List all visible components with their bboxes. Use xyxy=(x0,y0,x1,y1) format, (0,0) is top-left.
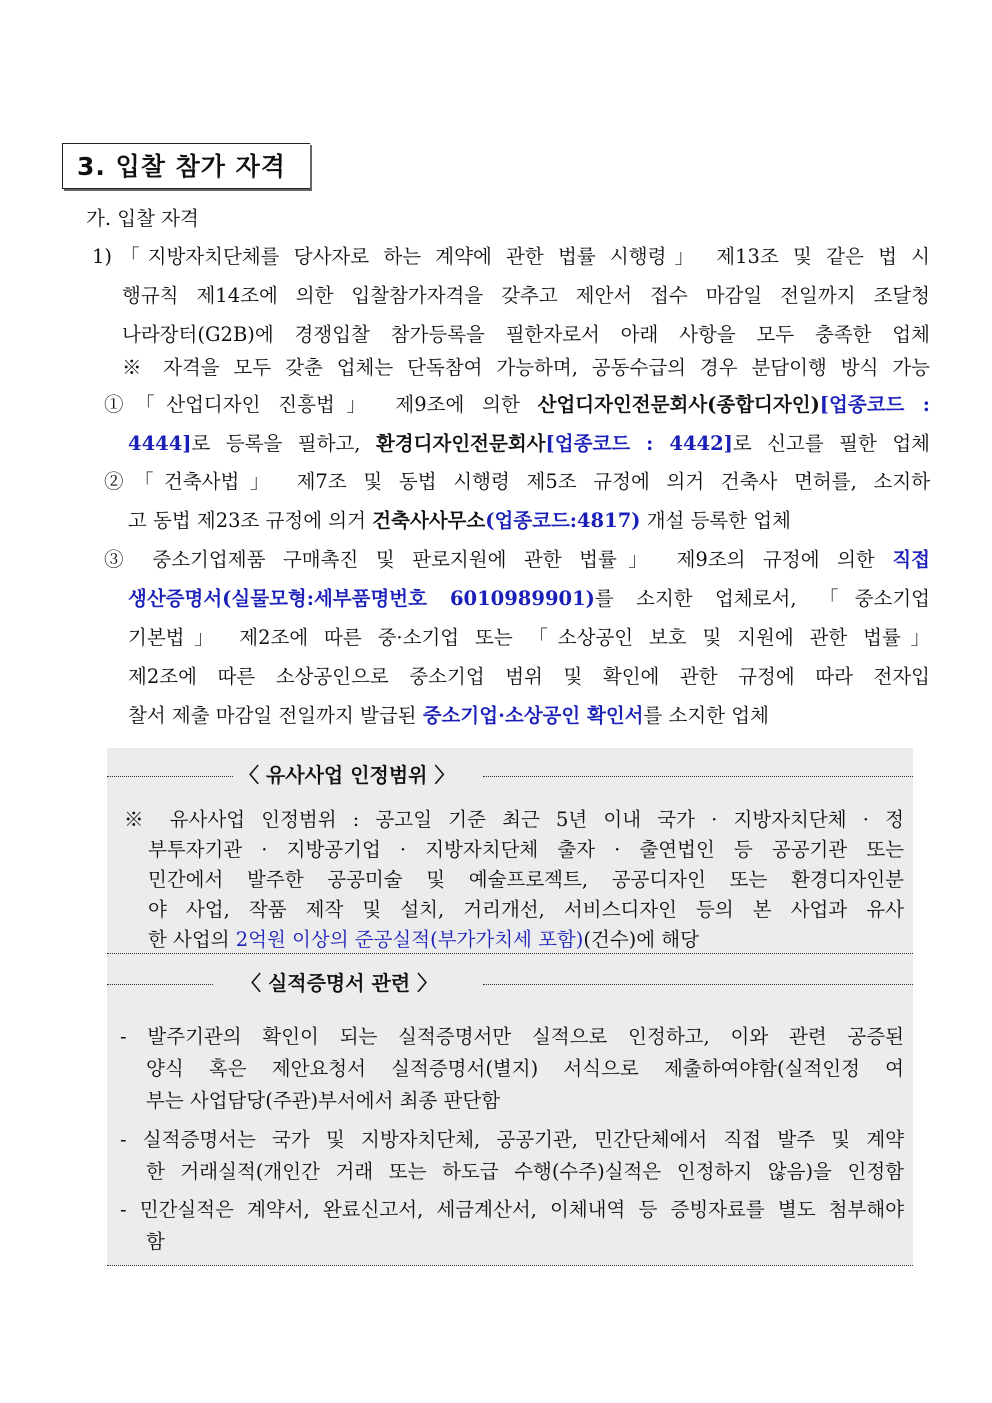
c1-text-e: 로 등록을 필하고, xyxy=(191,432,376,455)
box2-heading-text: 〈 실적증명서 관련 〉 xyxy=(241,971,438,995)
box2-bullet1-line1: - 발주기관의 확인이 되는 실적증명서만 실적으로 인정하고, 이와 관련 공증된 xyxy=(120,1025,904,1048)
box1-amount: 2억원 이상의 준공실적(부가가치세 포함) xyxy=(235,928,584,951)
box2-bullet2-line2: 한 거래실적(개인간 거래 또는 하도급 수행(수주)실적은 인정하지 않음)을 인정함 xyxy=(146,1160,904,1183)
c2-code: (업종코드:4817) xyxy=(485,509,641,532)
subsection-title: 가. 입찰 자격 xyxy=(86,207,199,230)
box1-heading-text: 〈 유사사업 인정범위 〉 xyxy=(239,763,455,787)
box1-line2: 부투자기관 · 지방공기업 · 지방자치단체 출자 · 출연법인 등 공공기관 또는 xyxy=(148,838,904,861)
c1-text-h: 로 신고를 필한 업체 xyxy=(732,432,931,455)
c3-direct: 직접 xyxy=(892,548,930,571)
c2-line1: ②「건축사법」 제7조 및 동법 시행령 제5조 규정에 의거 건축사 면허를, 소지하 xyxy=(104,470,930,493)
c3-line3: 기본법」 제2조에 따른 중·소기업 또는 「소상공인 보호 및 지원에 관한 법률」 xyxy=(128,626,930,649)
c3-text-g: 를 소지한 업체 xyxy=(643,704,769,727)
item1-line3: 나라장터(G2B)에 경쟁입찰 참가등록을 필한자로서 아래 사항을 모두 충족한 업체 xyxy=(122,323,930,346)
c1-text-a: ①「산업디자인 진흥법」 제9조에 의한 xyxy=(104,393,538,416)
c3-text-d: 를 소지한 업체로서, 「중소기업 xyxy=(594,587,930,610)
c3-line1 xyxy=(104,546,930,574)
box1-line1: ※ 유사사업 인정범위 : 공고일 기준 최근 5년 이내 국가 · 지방자치단체 · 정 xyxy=(124,808,904,831)
box1-text-a: 한 사업의 xyxy=(148,928,236,951)
c2-text-a: 고 동법 제23조 규정에 의거 xyxy=(128,509,373,532)
box2-bullet1-line2: 양식 혹은 제안요청서 실적증명서(별지) 서식으로 제출하여야함(실적인정 여 xyxy=(146,1057,904,1080)
box1-line5 xyxy=(148,925,699,955)
c3-line2 xyxy=(128,585,930,613)
c2-text-d: 개설 등록한 업체 xyxy=(640,509,791,532)
c1-env-firm: 환경디자인전문회사 xyxy=(375,432,546,455)
c3-line4: 제2조에 따른 소상공인으로 중소기업 범위 및 확인에 관한 규정에 따라 전자입 xyxy=(128,665,930,688)
c2-architect-office: 건축사사무소 xyxy=(372,509,486,532)
c3-production-cert: 생산증명서(실물모형:세부품명번호 6010989901) xyxy=(128,587,595,610)
box-bottom-border xyxy=(107,1265,913,1266)
box1-heading xyxy=(107,760,913,790)
box1-line4: 야 사업, 작품 제작 및 설치, 거리개선, 서비스디자인 등의 본 사업과 유사 xyxy=(148,898,904,921)
box2-heading xyxy=(107,968,913,998)
item1-note: ※ 자격을 모두 갖춘 업체는 단독참여 가능하며, 공동수급의 경우 분담이행 방식 가능 xyxy=(122,356,930,379)
c1-line2 xyxy=(128,430,930,458)
box-divider xyxy=(107,953,913,954)
box2-bullet3-line1: - 민간실적은 계약서, 완료신고서, 세금계산서, 이체내역 등 증빙자료를 별도 첨부해야 xyxy=(120,1198,904,1221)
box2-bullet3-line2: 함 xyxy=(146,1230,165,1253)
item1-line1: 1)「지방자치단체를 당사자로 하는 계약에 관한 법률 시행령」 제13조 및 같은 법 시 xyxy=(92,245,930,268)
c3-text-a: ③ 중소기업제품 구매촉진 및 판로지원에 관한 법률」 제9조의 규정에 의한 xyxy=(104,548,893,571)
c1-code-label: [업종코드 : xyxy=(819,393,930,416)
box1-text-c: (건수)에 해당 xyxy=(583,928,699,951)
c1-env-code: [업종코드 : 4442] xyxy=(545,432,733,455)
box2-bullet1-line3: 부는 사업담당(주관)부서에서 최종 판단함 xyxy=(146,1089,501,1112)
box1-line3: 민간에서 발주한 공공미술 및 예술프로젝트, 공공디자인 또는 환경디자인분 xyxy=(148,868,904,891)
section-title: 3. 입찰 참가 자격 xyxy=(62,143,310,189)
c3-text-e: 찰서 제출 마감일 전일까지 발급된 xyxy=(128,704,423,727)
c3-sme-cert: 중소기업·소상공인 확인서 xyxy=(422,704,644,727)
box2-bullet2-line1: - 실적증명서는 국가 및 지방자치단체, 공공기관, 민간단체에서 직접 발주 및 계약 xyxy=(120,1128,904,1151)
c2-line2 xyxy=(128,507,791,535)
c3-line5 xyxy=(128,702,769,730)
c1-code-value: 4444] xyxy=(128,432,192,455)
item1-line2: 행규칙 제14조에 의한 입찰참가자격을 갖추고 제안서 접수 마감일 전일까지 조달청 xyxy=(122,284,930,307)
c1-design-firm: 산업디자인전문회사(종합디자인) xyxy=(537,393,820,416)
c1-line1 xyxy=(104,391,930,419)
